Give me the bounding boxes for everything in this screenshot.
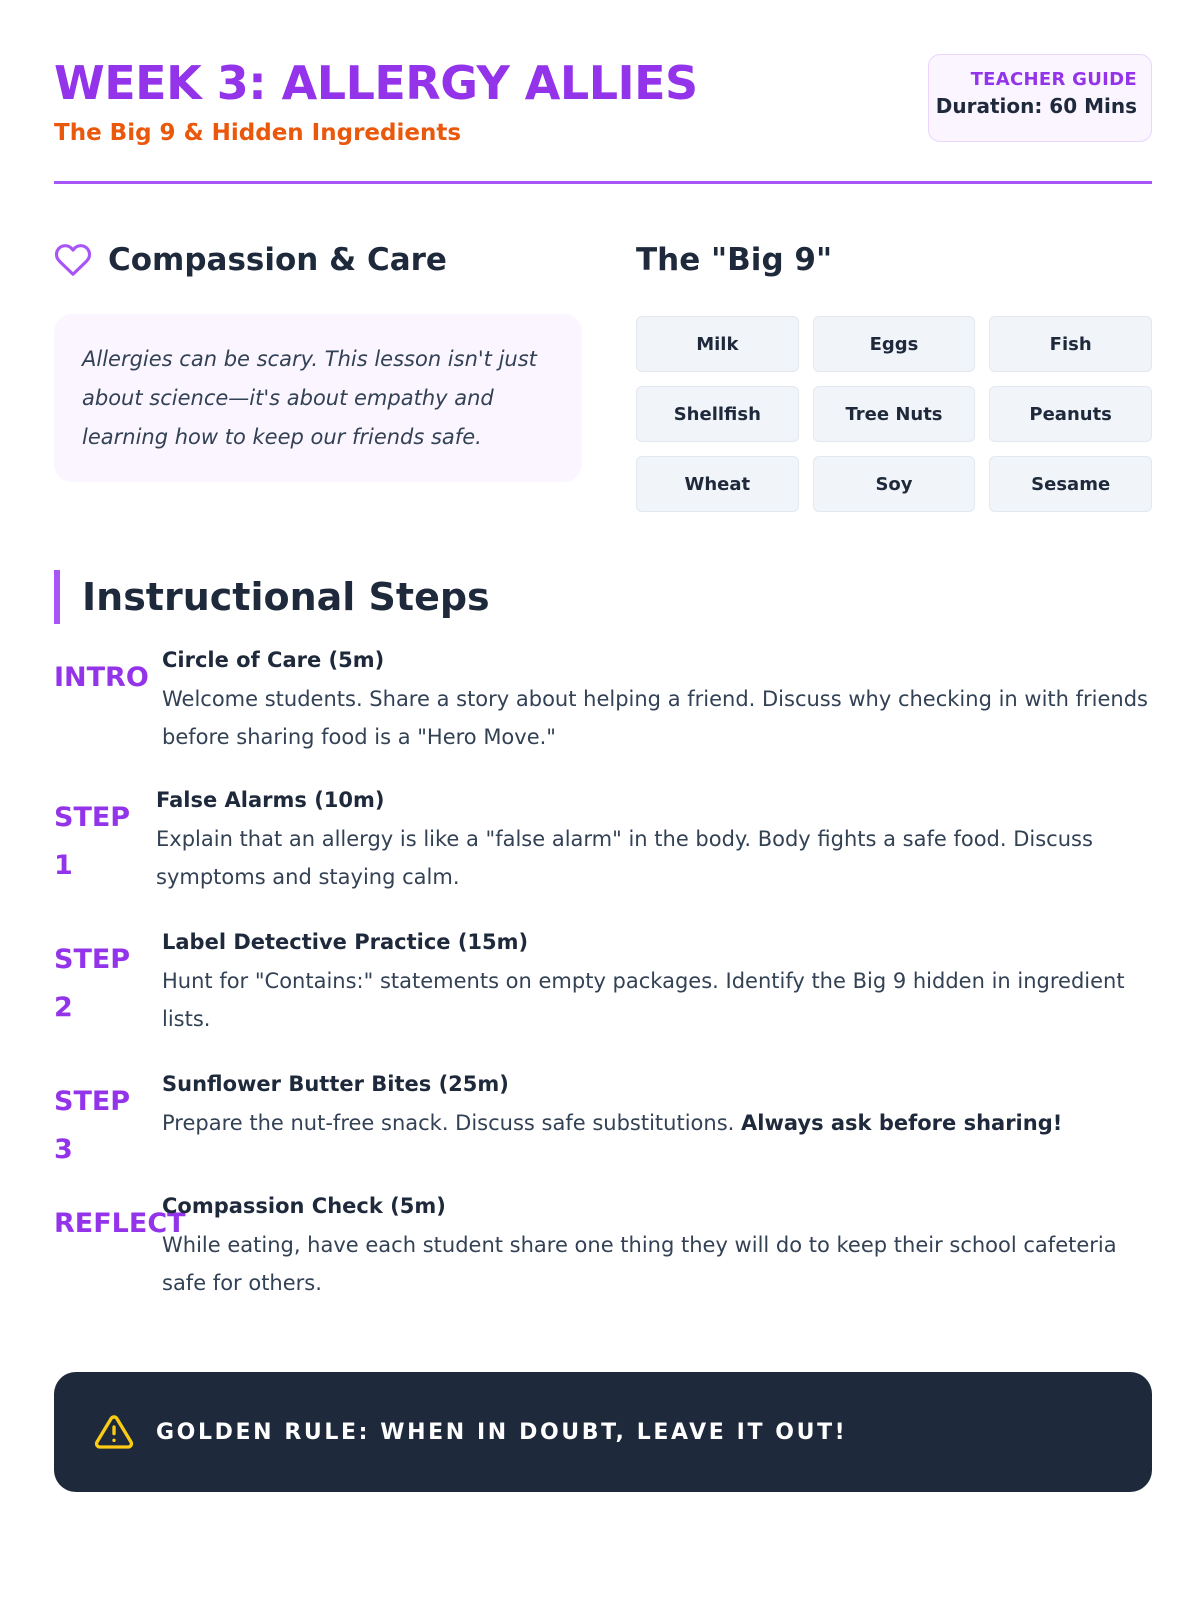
lesson-header [54,52,1152,184]
step-body [162,1070,1152,1142]
page-title: WEEK 3: ALLERGY ALLIES [54,56,698,110]
header-divider [54,181,1152,184]
allergen-chip: Milk [636,316,799,372]
compassion-heading-row [54,236,447,284]
compassion-card [54,314,582,482]
allergen-chip: Soy [813,456,976,512]
teacher-guide-label: TEACHER GUIDE [970,69,1137,90]
step-tag: STEP 1 [54,802,131,881]
step-tag: STEP 3 [54,1086,131,1165]
big9-heading: The "Big 9" [636,242,833,278]
step-title: Circle of Care (5m) [162,648,385,672]
allergen-chip: Peanuts [989,386,1152,442]
duration-text: Duration: 60 Mins [935,94,1137,118]
step-description: Explain that an allergy is like a "false alarm" in the body. Body fights a safe food. Discuss symptoms and staying calm. [156,827,1093,889]
golden-rule-banner [54,1372,1152,1492]
allergen-grid [636,316,1152,512]
step-tag: REFLECT [54,1208,186,1239]
step-body [156,786,1152,896]
step-description: While eating, have each student share one thing they will do to keep their school cafeteria safe for others. [162,1233,1117,1295]
step-title: Label Detective Practice (15m) [162,930,529,954]
step-body [162,928,1152,1038]
heart-icon [54,241,92,279]
big9-heading-row [636,236,832,284]
golden-rule-text: GOLDEN RULE: WHEN IN DOUBT, LEAVE IT OUT! [156,1419,848,1445]
steps-heading: Instructional Steps [82,575,490,619]
allergen-chip: Tree Nuts [813,386,976,442]
allergen-chip: Eggs [813,316,976,372]
step-body [162,1192,1152,1302]
step-description: Hunt for "Contains:" statements on empty packages. Identify the Big 9 hidden in ingredient lists. [162,969,1125,1031]
allergen-chip: Shellfish [636,386,799,442]
step-title: Sunflower Butter Bites (25m) [162,1072,509,1096]
step-tag: INTRO [54,662,149,693]
section-accent-bar [54,570,60,624]
page-subtitle: The Big 9 & Hidden Ingredients [54,120,462,146]
step-description: Prepare the nut-free snack. Discuss safe substitutions. Always ask before sharing! [162,1111,1063,1135]
teacher-guide-badge [928,54,1152,142]
warning-icon [94,1412,134,1452]
compassion-text: Allergies can be scary. This lesson isn't just about science—it's about empathy and learning how to keep our friends safe. [82,347,537,449]
allergen-chip: Sesame [989,456,1152,512]
step-title: False Alarms (10m) [156,788,385,812]
allergen-chip: Fish [989,316,1152,372]
allergen-chip: Wheat [636,456,799,512]
step-body [162,646,1152,756]
step-tag: STEP 2 [54,944,131,1023]
steps-heading-row [54,570,490,624]
step-title: Compassion Check (5m) [162,1194,446,1218]
compassion-heading: Compassion & Care [108,242,447,278]
step-description: Welcome students. Share a story about helping a friend. Discuss why checking in with friends before sharing food is a "Hero Move." [162,687,1148,749]
